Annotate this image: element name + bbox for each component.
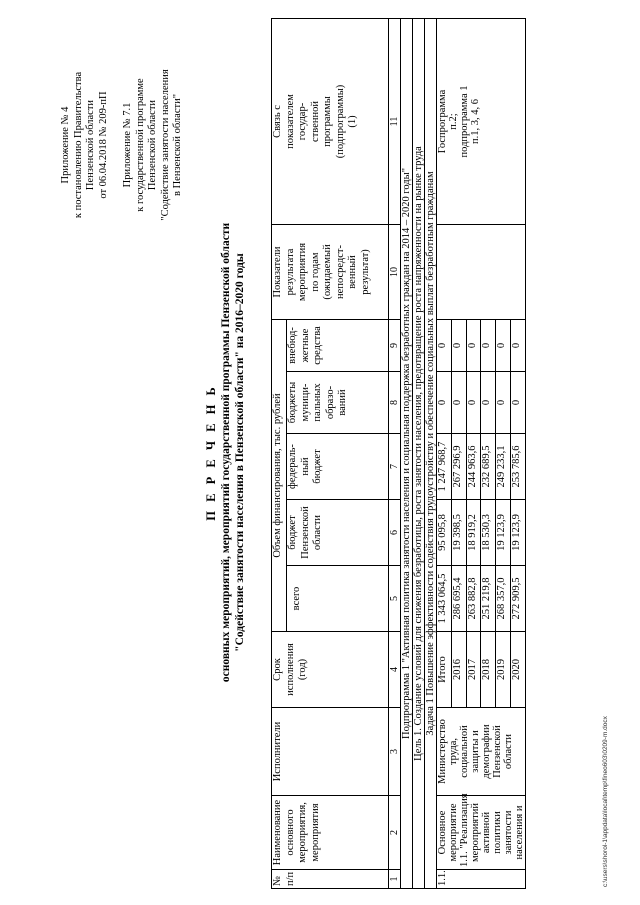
col-number: 11 xyxy=(389,18,401,224)
indicators-cell xyxy=(437,224,526,319)
header-total: всего xyxy=(287,566,389,632)
financing-total: 268 357,0 xyxy=(496,566,511,632)
financing-federal: 244 963,6 xyxy=(466,434,481,500)
financing-regional: 95 095,8 xyxy=(437,500,452,566)
col-number: 8 xyxy=(389,372,401,434)
col-number: 3 xyxy=(389,708,401,796)
header-extra: внебюд- жетные средства xyxy=(287,319,389,371)
financing-year: 2019 xyxy=(496,632,511,708)
appendix-7-1-note xyxy=(122,40,185,250)
header-municipal: бюджеты муници- пальных образо- ваний xyxy=(287,372,389,434)
activity-executor: Министерство труда, социальной защиты и демографии Пензенской области xyxy=(437,708,526,796)
financing-federal: 1 247 968,7 xyxy=(437,434,452,500)
program-link: Госпрограмма п.2; подпрограмма 1 п.1, 3, 4, 6 xyxy=(437,18,526,224)
appendix-line: Пензенской области xyxy=(147,99,158,191)
financing-municipal: 0 xyxy=(481,372,496,434)
financing-total: 263 882,8 xyxy=(466,566,481,632)
financing-extra: 0 xyxy=(437,319,452,371)
financing-federal: 267 296,9 xyxy=(451,434,466,500)
col-number: 2 xyxy=(389,796,401,870)
activity-name: Основное мероприятие 1.1. "Реализация мероприятий активной политики занятости населения и xyxy=(437,796,526,870)
document-subtitle-program: "Содействие занятости населения в Пензенской области" на 2016–2020 годы xyxy=(234,253,246,652)
col-number: 1 xyxy=(389,870,401,889)
task-row: Задача 1 Повышение эффективности содействия трудоустройству и обеспечение социальных выплат безработным гражданам xyxy=(425,18,437,888)
table-row xyxy=(437,18,452,888)
financing-regional: 19 123,9 xyxy=(496,500,511,566)
document-title-block xyxy=(204,40,247,865)
appendix-line: Приложение № 4 xyxy=(60,106,71,184)
appendix-line: в Пензенской области" xyxy=(172,94,183,196)
appendix-line: "Содействие занятости населения xyxy=(159,69,171,221)
financing-total: 251 219,8 xyxy=(481,566,496,632)
col-number: 10 xyxy=(389,224,401,319)
financing-extra: 0 xyxy=(466,319,481,371)
col-number: 6 xyxy=(389,500,401,566)
financing-federal: 249 233,1 xyxy=(496,434,511,500)
financing-municipal: 0 xyxy=(511,372,526,434)
activities-table xyxy=(271,18,526,889)
financing-total: 286 695,4 xyxy=(451,566,466,632)
financing-total: 1 343 064,5 xyxy=(437,566,452,632)
header-term: Срок исполнения (год) xyxy=(272,632,389,708)
col-number: 4 xyxy=(389,632,401,708)
header-name: Наименование основного мероприятия, мероприятия xyxy=(272,796,389,870)
financing-regional: 18 530,3 xyxy=(481,500,496,566)
financing-municipal: 0 xyxy=(437,372,452,434)
header-funding: Объем финансирования, тыс. рублей xyxy=(272,319,287,631)
appendix-line: от 06.04.2018 № 209-пП xyxy=(97,91,109,199)
financing-municipal: 0 xyxy=(496,372,511,434)
appendix-line: к государственной программе xyxy=(134,78,146,212)
appendix-4-note xyxy=(60,40,110,250)
goal-row: Цель 1. Создание условий для снижения безработицы, роста занятости населения, предотвращение роста напряженности на рынке труда xyxy=(413,18,425,888)
document-title: П Е Р Е Ч Е Н Ь xyxy=(204,384,218,521)
header-federal: федераль- ный бюджет xyxy=(287,434,389,500)
financing-year: Итого xyxy=(437,632,452,708)
col-number: 5 xyxy=(389,566,401,632)
financing-regional: 18 919,2 xyxy=(466,500,481,566)
financing-federal: 232 689,5 xyxy=(481,434,496,500)
appendix-line: Пензенской области xyxy=(85,99,96,191)
financing-extra: 0 xyxy=(511,319,526,371)
financing-extra: 0 xyxy=(481,319,496,371)
financing-regional: 19 123,9 xyxy=(511,500,526,566)
financing-year: 2020 xyxy=(511,632,526,708)
appendix-line: Приложение № 7.1 xyxy=(122,102,133,188)
financing-extra: 0 xyxy=(496,319,511,371)
column-numbers-row xyxy=(389,18,401,888)
financing-extra: 0 xyxy=(451,319,466,371)
appendix-line: к постановлению Правительства xyxy=(72,71,84,219)
financing-year: 2016 xyxy=(451,632,466,708)
financing-regional: 19 398,5 xyxy=(451,500,466,566)
financing-year: 2017 xyxy=(466,632,481,708)
financing-total: 272 909,5 xyxy=(511,566,526,632)
subprogram-row: Подпрограмма 1 "Активная политика занятости населения и социальная поддержка безработных граждан на 2014 – 2020 годы" xyxy=(401,18,413,888)
header-indicators: Показатели результата мероприятия по годам (ожидаемый непосредст- венный результат) xyxy=(272,224,389,319)
file-path-footer: c:\users\shorol-1\appdata\local\temp\fineo603\0209-m.docx xyxy=(602,716,609,887)
header-num: № п/п xyxy=(272,870,389,889)
financing-municipal: 0 xyxy=(466,372,481,434)
col-number: 7 xyxy=(389,434,401,500)
financing-federal: 253 785,6 xyxy=(511,434,526,500)
header-executors: Исполнители xyxy=(272,708,389,796)
row-number: 1.1. xyxy=(437,870,526,889)
col-number: 9 xyxy=(389,319,401,371)
header-regional: бюджет Пензенской области xyxy=(287,500,389,566)
financing-year: 2018 xyxy=(481,632,496,708)
document-subtitle: основных мероприятий, мероприятий государственной программы Пензенской области xyxy=(220,222,232,683)
financing-municipal: 0 xyxy=(451,372,466,434)
header-link: Связь с показателем государ- ственной программы (подпрограммы) (1) xyxy=(272,18,389,224)
